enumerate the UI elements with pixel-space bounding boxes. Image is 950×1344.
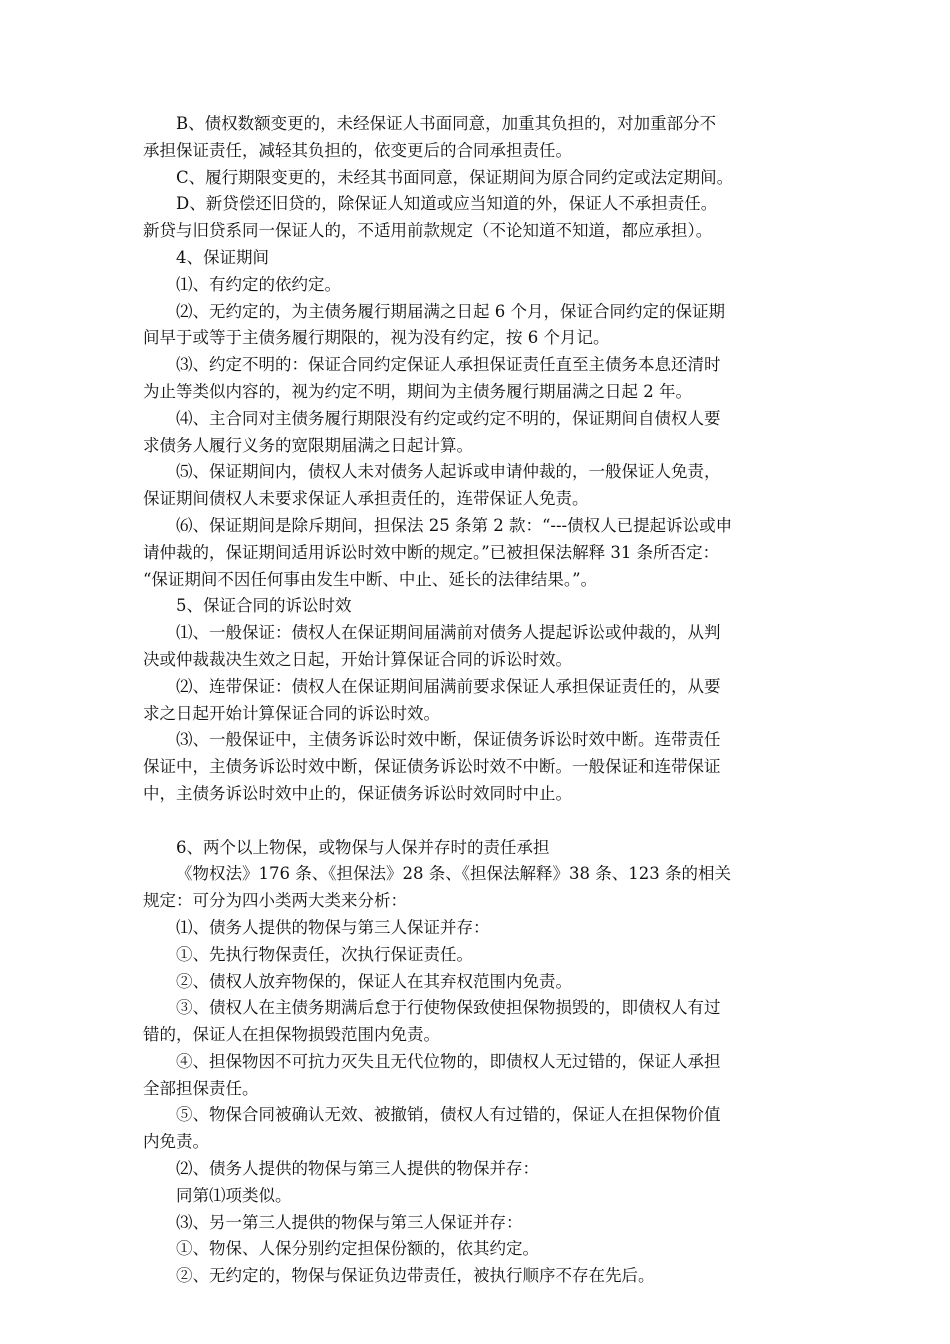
text-line: ④、担保物因不可抗力灭失且无代位物的，即债权人无过错的，保证人承担 <box>176 1051 721 1071</box>
text-line: ⑷、主合同对主债务履行期限没有约定或约定不明的，保证期间自债权人要 <box>176 408 721 428</box>
text-line: ⑴、一般保证：债权人在保证期间届满前对债务人提起诉讼或仲裁的，从判 <box>176 623 721 643</box>
text-line: 全部担保责任。 <box>143 1078 259 1098</box>
text-line: D、新贷偿还旧贷的，除保证人知道或应当知道的外，保证人不承担责任。 <box>176 194 718 214</box>
text-line: 保证期间债权人未要求保证人承担责任的，连带保证人免责。 <box>143 489 589 509</box>
text-line: 间早于或等于主债务履行期限的，视为没有约定，按 6 个月记。 <box>143 328 610 348</box>
text-line: 为止等类似内容的，视为约定不明，期间为主债务履行期届满之日起 2 年。 <box>143 381 692 401</box>
text-line: ⑹、保证期间是除斥期间，担保法 25 条第 2 款：“---债权人已提起诉讼或申 <box>176 515 733 535</box>
text-line: 6、两个以上物保，或物保与人保并存时的责任承担 <box>176 837 550 857</box>
text-line: ⑵、债务人提供的物保与第三人提供的物保并存： <box>176 1159 539 1179</box>
text-line: 保证中，主债务诉讼时效中断，保证债务诉讼时效不中断。一般保证和连带保证 <box>143 757 721 777</box>
text-line: ⑤、物保合同被确认无效、被撤销，债权人有过错的，保证人在担保物价值 <box>176 1105 721 1125</box>
text-line: ②、债权人放弃物保的，保证人在其弃权范围内免责。 <box>176 971 572 991</box>
text-line: ⑶、一般保证中，主债务诉讼时效中断，保证债务诉讼时效中断。连带责任 <box>176 730 721 750</box>
text-line: ②、无约定的，物保与保证负边带责任，被执行顺序不存在先后。 <box>176 1266 655 1286</box>
text-line: 承担保证责任，减轻其负担的，依变更后的合同承担责任。 <box>143 140 572 160</box>
text-line: 决或仲裁裁决生效之日起，开始计算保证合同的诉讼时效。 <box>143 649 572 669</box>
text-line: 内免责。 <box>143 1132 209 1152</box>
text-line: 求之日起开始计算保证合同的诉讼时效。 <box>143 703 440 723</box>
text-line: ①、物保、人保分别约定担保份额的，依其约定。 <box>176 1239 539 1259</box>
text-line: 规定：可分为四小类两大类来分析： <box>143 891 407 911</box>
text-line: C、履行期限变更的，未经其书面同意，保证期间为原合同约定或法定期间。 <box>176 167 734 187</box>
text-line: 求债务人履行义务的宽限期届满之日起计算。 <box>143 435 473 455</box>
text-line: ⑵、连带保证：债权人在保证期间届满前要求保证人承担保证责任的，从要 <box>176 676 721 696</box>
text-line: ①、先执行物保责任，次执行保证责任。 <box>176 944 473 964</box>
text-line: ⑶、约定不明的：保证合同约定保证人承担保证责任直至主债务本息还清时 <box>176 355 721 375</box>
text-line: 新贷与旧贷系同一保证人的，不适用前款规定（不论知道不知道，都应承担）。 <box>143 221 713 241</box>
text-line: ⑸、保证期间内，债权人未对债务人起诉或申请仲裁的，一般保证人免责， <box>176 462 721 482</box>
text-line: 4、保证期间 <box>176 247 269 267</box>
text-line: 错的，保证人在担保物损毁范围内免责。 <box>143 1025 440 1045</box>
text-line: ⑵、无约定的，为主债务履行期届满之日起 6 个月，保证合同约定的保证期 <box>176 301 725 321</box>
text-line: “保证期间不因任何事由发生中断、中止、延长的法律结果。”。 <box>143 569 598 589</box>
text-line: ③、债权人在主债务期满后怠于行使物保致使担保物损毁的，即债权人有过 <box>176 998 721 1018</box>
text-line: 请仲裁的，保证期间适用诉讼时效中断的规定。”已被担保法解释 31 条所否定： <box>143 542 720 562</box>
document-body <box>143 111 811 1290</box>
text-line: 5、保证合同的诉讼时效 <box>176 596 352 616</box>
blank-line <box>143 808 811 835</box>
text-line: 《物权法》176 条、《担保法》28 条、《担保法解释》38 条、123 条的相关 <box>176 864 731 884</box>
text-line: B、债权数额变更的，未经保证人书面同意，加重其负担的，对加重部分不 <box>176 114 717 133</box>
text-line: ⑴、债务人提供的物保与第三人保证并存： <box>176 917 490 937</box>
text-line: ⑶、另一第三人提供的物保与第三人保证并存： <box>176 1212 523 1232</box>
text-line: ⑴、有约定的依约定。 <box>176 274 341 294</box>
text-line: 同第⑴项类似。 <box>176 1185 292 1205</box>
text-line: 中，主债务诉讼时效中止的，保证债务诉讼时效同时中止。 <box>143 783 572 803</box>
